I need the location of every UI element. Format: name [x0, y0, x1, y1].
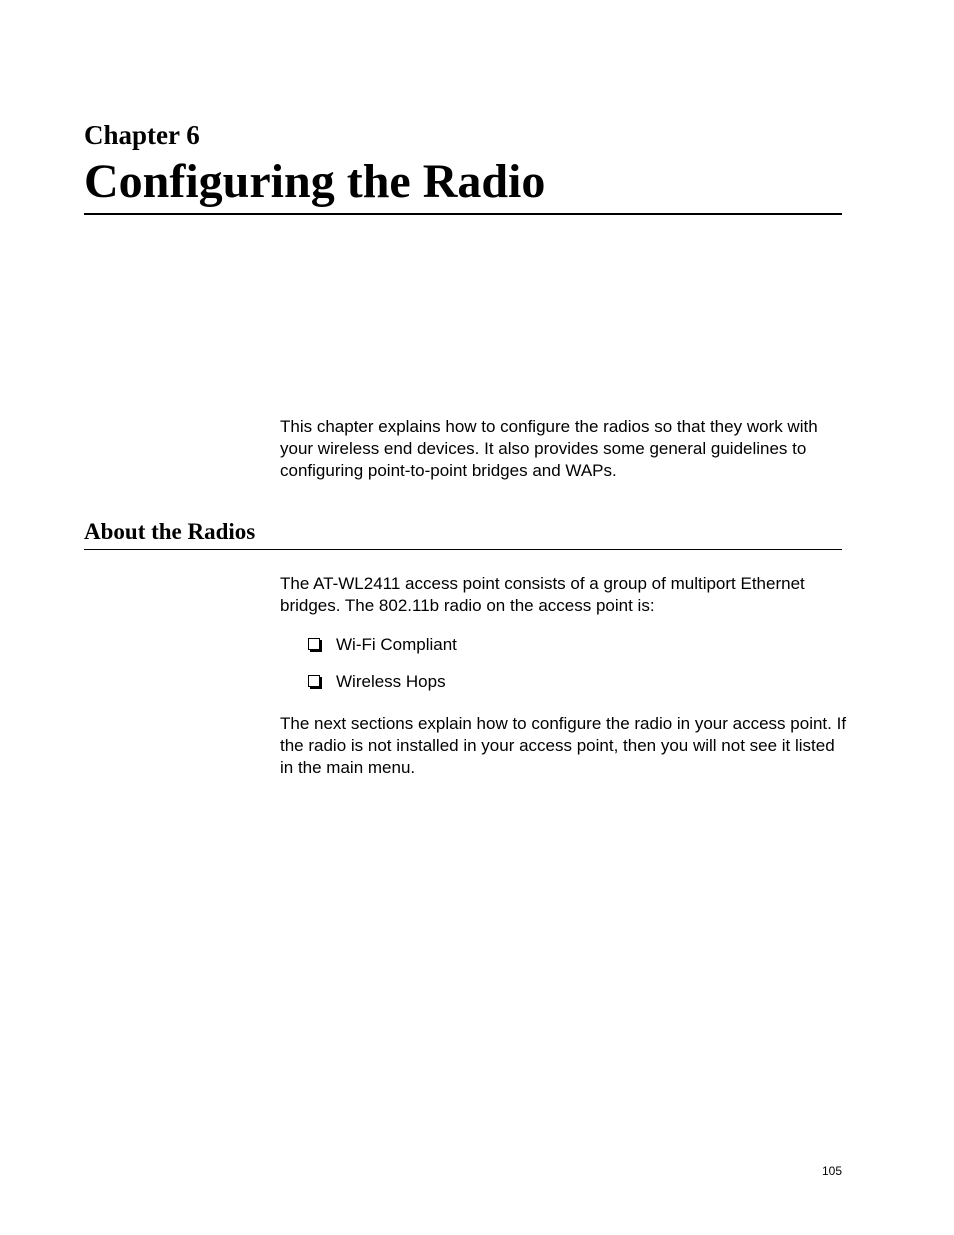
list-item: [308, 634, 457, 656]
section-paragraph-1: The AT-WL2411 access point consists of a group of multiport Ethernet bridges. The 802.11b radio on the access point is:: [280, 574, 805, 615]
list-item: [308, 671, 457, 693]
title-divider: [84, 213, 842, 215]
checkbox-icon: [308, 638, 320, 650]
checkbox-icon: [308, 675, 320, 687]
list-item-label: Wi-Fi Compliant: [336, 635, 457, 654]
feature-list: [308, 634, 457, 708]
chapter-title: Configuring the Radio: [84, 155, 546, 208]
section-heading: About the Radios: [84, 519, 256, 544]
page-number: 105: [821, 1164, 842, 1178]
list-item-label: Wireless Hops: [336, 672, 446, 691]
chapter-label: Chapter 6: [84, 120, 200, 150]
section-paragraph-2: The next sections explain how to configure the radio in your access point. If the radio is not installed in your access point, then you will not see it listed in the main menu.: [280, 714, 847, 777]
chapter-intro-paragraph: This chapter explains how to configure the radios so that they work with your wireless end devices. It also provides some general guidelines to configuring point-to-point bridges and WAPs.: [280, 417, 818, 480]
section-divider: [84, 549, 842, 550]
